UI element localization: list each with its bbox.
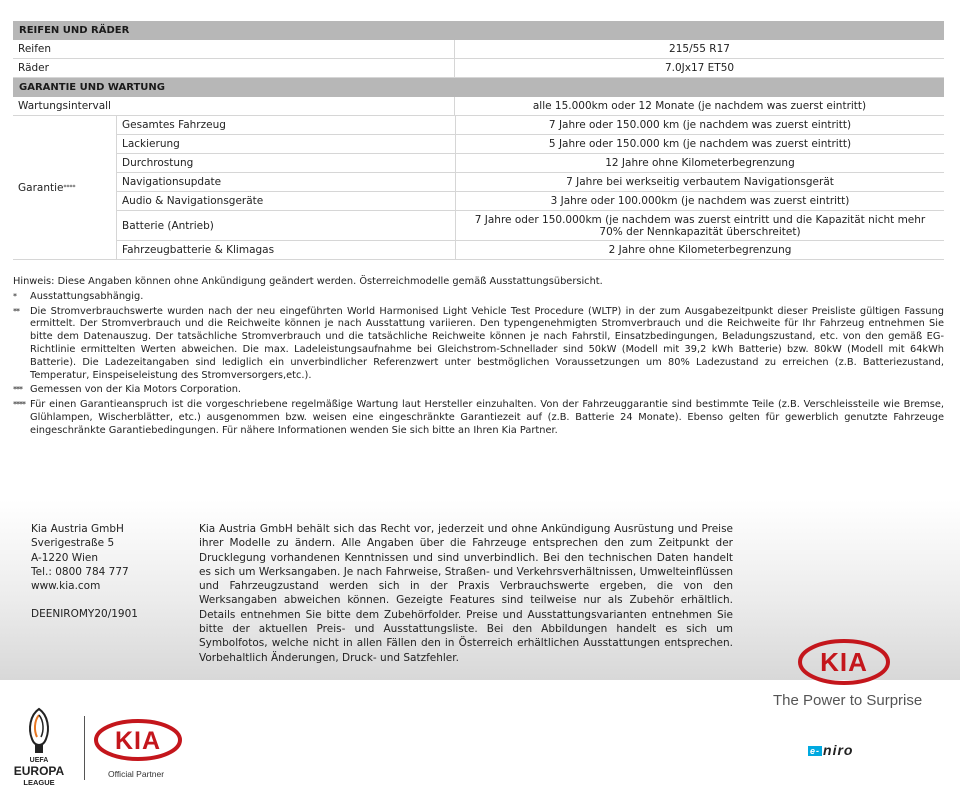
website-link[interactable]: www.kia.com — [31, 580, 101, 593]
logo-divider — [84, 716, 85, 780]
eniro-logo-text: niro — [823, 742, 854, 758]
street: Sverigestraße 5 — [31, 537, 115, 550]
hinweis-text: Hinweis: Diese Angaben können ohne Ankündigung geändert werden. Österreichmodelle gemäß Ausstattungsübersicht. — [13, 276, 603, 287]
table-row — [116, 191, 944, 210]
table-row — [13, 97, 944, 116]
row-label: Räder — [18, 62, 49, 74]
kia-partner-logo-text: KIA — [114, 727, 162, 755]
row-value: alle 15.000km oder 12 Monate (je nachdem was zuerst eintritt) — [454, 97, 944, 115]
table-row — [13, 40, 944, 59]
row-label: Durchrostung — [122, 157, 194, 169]
table-row — [116, 116, 944, 134]
row-label: Navigationsupdate — [122, 176, 222, 188]
official-partner-label: Official Partner — [108, 769, 165, 779]
eniro-logo-prefix: e- — [810, 746, 821, 756]
footnote-text: Gemessen von der Kia Motors Corporation. — [30, 384, 242, 396]
row-label: Lackierung — [122, 138, 180, 150]
tagline: The Power to Surprise — [773, 692, 923, 709]
garantie-label — [13, 116, 116, 259]
table-row — [116, 134, 944, 153]
footnote — [13, 384, 944, 397]
row-label: Fahrzeugbatterie & Klimagas — [122, 244, 275, 256]
footnote — [13, 306, 944, 383]
row-label: Wartungsintervall — [18, 100, 111, 112]
kia-partner-logo — [94, 718, 182, 764]
footnote-text: Die Stromverbrauchswerte wurden nach der neu eingeführten World Harmonised Light Vehicle Test Procedure (WLTP) in der zum Ausgabezeitpunkt dieser Preisliste gültigen Fassung ermittelt. Der Stromverbrauch und die Reichweite können je nach Ausstattung variieren. Den typengenehmigten Stromverbrauch und die Reichweite für Ihr Fahrzeug entnehmen Sie bitte dem Datenauszug. Der tatsächliche Stromverbrauch und die tatsächliche Reichweite können je nach Fahrstil, Einsatzbedingungen, Beladungszustand, etc. von den gemäß EG-Richtlinie ermittelten Werten abweichen. Die max. Ladeleistungsaufnahme bei Gleichstrom-Schnellader sind 50kW (Modell mit 39,2 kWh Batterie) bzw. 80kW (Modell mit 64kWh Batterie). Die Ladezeitangaben sind lediglich ein unverbindlicher Referenzwert unter bestmöglichen Voraussetzungen um 80% Ladezustand zu erreichen (z.B. Batteriezustand, Temperatur, Einspeiseleistung des Stromversorgers,etc.). — [30, 305, 944, 381]
footnote-mark: *** — [13, 385, 22, 395]
section-header-garantie: GARANTIE UND WARTUNG — [13, 78, 944, 97]
row-label: Reifen — [18, 43, 52, 55]
footnote — [13, 291, 944, 304]
company-address — [31, 522, 138, 622]
table-row — [116, 210, 944, 240]
company-name: Kia Austria GmbH — [31, 523, 124, 535]
footnote-text: Ausstattungsabhängig. — [30, 290, 144, 302]
footnote-mark: **** — [13, 400, 25, 410]
row-value: 3 Jahre oder 100.000km (je nachdem was zuerst eintritt) — [455, 192, 944, 210]
row-value: 7.0Jx17 ET50 — [454, 59, 944, 77]
garantie-label-text: Garantie — [18, 181, 64, 194]
table-row — [13, 59, 944, 78]
footnote-mark: **** — [63, 184, 76, 191]
europa-text: EUROPA — [13, 764, 65, 778]
row-label: Gesamtes Fahrzeug — [122, 119, 226, 131]
footnote-text: Für einen Garantieanspruch ist die vorgeschriebene regelmäßige Wartung laut Hersteller einzuhalten. Von der Fahrzeuggarantie sind bestimmte Teile (z.B. Verschleissteile wie Bremse, Glühlampen, Wischerblätter, etc.) ausgenommen bzw. weisen eine eingeschränkte Garantiezeit auf (z.B. Batterie 24 Monate). Ebenso gelten für gewerblich genutzte Fahrzeuge eingeschränkte Garantiebedingungen. Für nähere Informationen wenden Sie sich bitte an Ihren Kia Partner. — [30, 399, 944, 436]
city: A-1220 Wien — [31, 551, 98, 564]
kia-logo — [798, 638, 890, 686]
eniro-logo — [808, 742, 853, 758]
row-value: 2 Jahre ohne Kilometerbegrenzung — [455, 241, 944, 259]
footnote-mark: * — [13, 291, 16, 301]
legal-disclaimer: Kia Austria GmbH behält sich das Recht vor, jederzeit und ohne Ankündigung Ausrüstung und Preise ihrer Modelle zu ändern. Alle Angaben über die Fahrzeuge entsprechen den zum Zeitpunkt der Drucklegung vorhandenen Kenntnissen und sind unverbindlich. Bei den technischen Daten handelt es sich um Werksangaben. Je nach Fahrweise, Straßen- und Verkehrsverhältnissen, Umweltеinflüssen und Fahrzeugzustand werden sich in der Praxis Verbrauchswerte ergeben, die von den Werksangaben abweichen können. Gezeigte Features sind teilweise nur als Zubehör erhältlich. Details entnehmen Sie bitte dem Zubehörfolder. Preise und Ausstattungsvarianten entnehmen Sie bitte der aktuellen Preis- und Ausstattungsliste. Bei den Abbildungen handelt es sich um Symbolfotos, welche nicht in allen Fällen den in Österreich erhältlichen Ausstattungen entsprechen. Vorbehaltlich Änderungen, Druck- und Satzfehler. — [199, 523, 733, 664]
document-code: DEENIROMY20/1901 — [31, 608, 138, 621]
footnote — [13, 399, 944, 437]
uefa-europa-league-logo — [8, 705, 70, 795]
table-row — [116, 172, 944, 191]
phone: Tel.: 0800 784 777 — [31, 565, 129, 578]
row-value: 5 Jahre oder 150.000 km (je nachdem was zuerst eintritt) — [455, 135, 944, 153]
footnote-mark: ** — [13, 306, 19, 316]
kia-logo-text: KIA — [820, 647, 868, 677]
row-label: Batterie (Antrieb) — [122, 219, 214, 232]
row-value: 12 Jahre ohne Kilometerbegrenzung — [455, 154, 944, 172]
row-label: Audio & Navigationsgeräte — [122, 195, 264, 207]
row-value: 7 Jahre oder 150.000km (je nachdem was zuerst eintritt und die Kapazität nicht mehr 70% der Nennkapazität überschreitet) — [455, 211, 944, 240]
spec-table — [13, 21, 944, 260]
table-row — [116, 153, 944, 172]
section-header-reifen: REIFEN UND RÄDER — [13, 21, 944, 40]
row-value: 215/55 R17 — [454, 40, 944, 58]
uefa-text: UEFA — [29, 757, 49, 764]
league-text: LEAGUE — [23, 778, 55, 787]
row-value: 7 Jahre bei werkseitig verbautem Navigationsgerät — [455, 173, 944, 191]
row-value: 7 Jahre oder 150.000 km (je nachdem was zuerst eintritt) — [455, 116, 944, 134]
notes — [13, 276, 944, 438]
garantie-group — [13, 116, 944, 260]
table-row — [116, 240, 944, 259]
garantie-rows — [116, 116, 944, 259]
